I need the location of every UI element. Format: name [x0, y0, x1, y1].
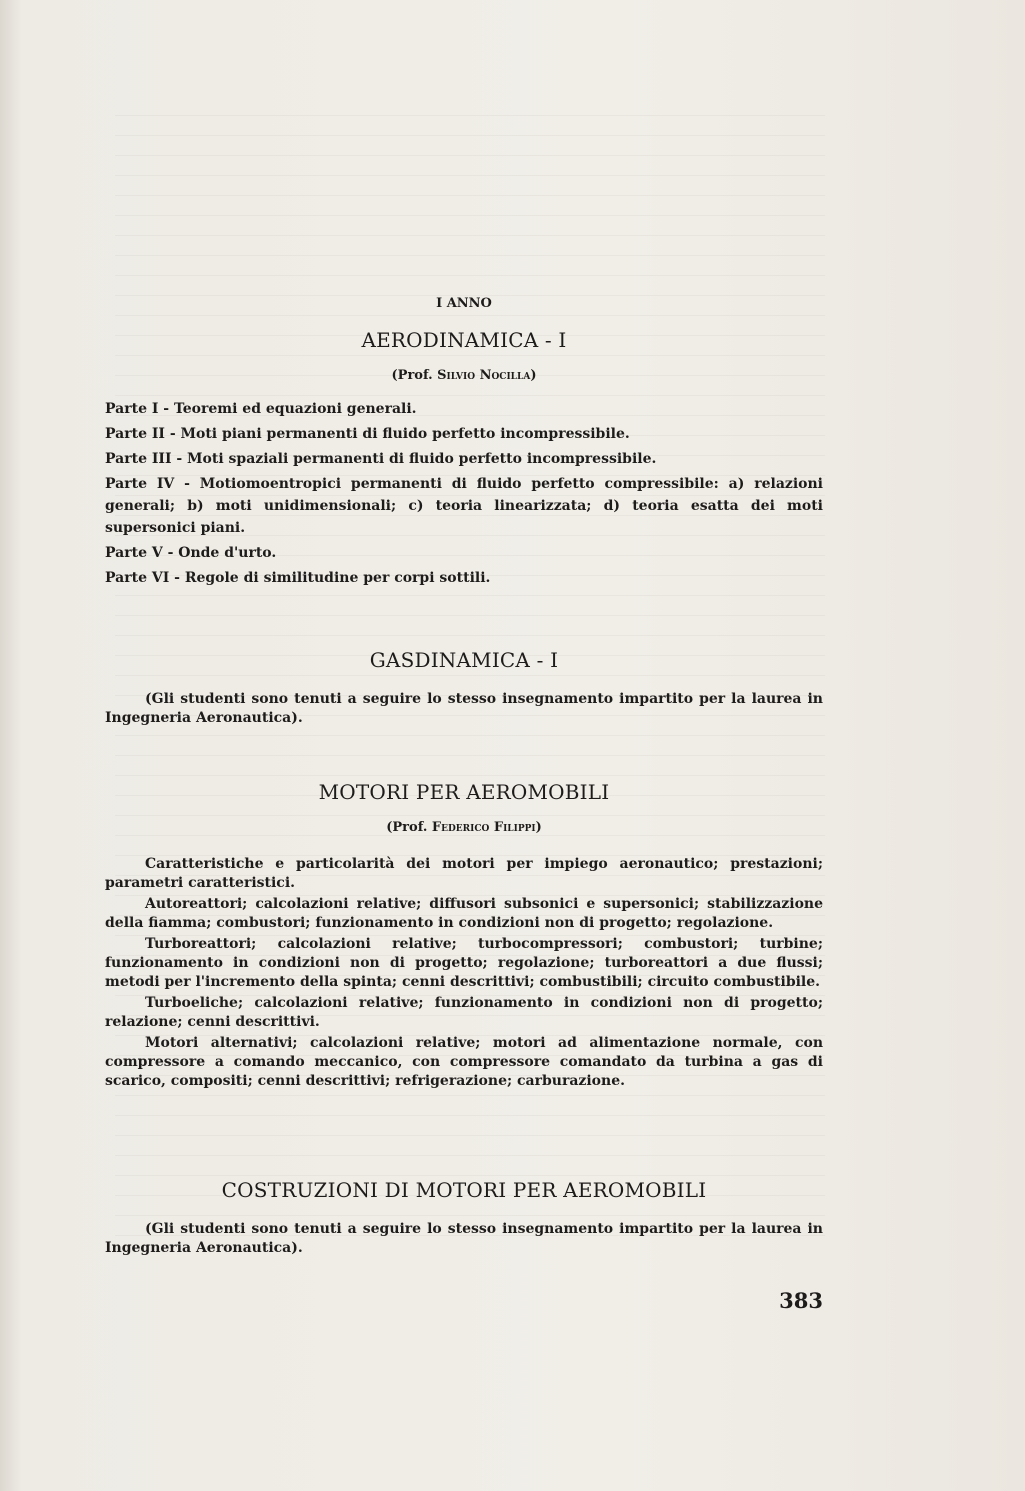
part-item: Parte VI - Regole di similitudine per corpi sottili. — [105, 570, 491, 586]
part-item: Parte I - Teoremi ed equazioni generali. — [105, 401, 417, 417]
prof-suffix: ) — [530, 368, 537, 383]
year-heading: I ANNO — [436, 296, 492, 311]
part-item: Parte III - Moti spaziali permanenti di fluido perfetto incompressibile. — [105, 451, 657, 467]
course-title-motori: MOTORI PER AEROMOBILI — [318, 780, 610, 804]
costruzioni-note: (Gli studenti sono tenuti a seguire lo stesso insegnamento impartito per la laurea in Ingegneria Aeronautica). — [105, 1221, 823, 1256]
gasdinamica-note: (Gli studenti sono tenuti a seguire lo stesso insegnamento impartito per la laurea in Ingegneria Aeronautica). — [105, 691, 823, 726]
course-title-gasdinamica: GASDINAMICA - I — [369, 648, 559, 672]
syllabus-paragraph: Motori alternativi; calcolazioni relative; motori ad alimentazione normale, con compressore a comando meccanico, con compressore comandato da turbina a gas di scarico, compositi; cenni descrittivi; refrigerazione; carburazione. — [105, 1035, 823, 1089]
professor-motori — [105, 820, 823, 835]
course-title-costruzioni: COSTRUZIONI DI MOTORI PER AEROMOBILI — [221, 1178, 707, 1202]
syllabus-paragraph: Autoreattori; calcolazioni relative; diffusori subsonici e supersonici; stabilizzazione della fiamma; combustori; funzionamento in condizioni non di progetto; regolazione. — [105, 896, 823, 931]
professor-aerodinamica — [105, 368, 823, 383]
syllabus-paragraph: Caratteristiche e particolarità dei motori per impiego aeronautico; prestazioni; parametri caratteristici. — [105, 856, 823, 891]
page-number: 383 — [779, 1288, 823, 1313]
part-item: Parte IV - Motiomoentropici permanenti di fluido perfetto compressibile: a) relazioni generali; b) moti unidimensionali; c) teoria linearizzata; d) teoria esatta dei moti supersonici piani. — [105, 476, 823, 536]
prof-prefix: (Prof. — [386, 820, 432, 835]
part-item: Parte II - Moti piani permanenti di fluido perfetto incompressibile. — [105, 426, 630, 442]
syllabus-paragraph: Turboreattori; calcolazioni relative; turbocompressori; combustori; turbine; funzionamento in condizioni non di progetto; regolazione; turboreattori a due flussi; metodi per l'incremento della spinta; cenni descrittivi; combustibili; circuito combustibile. — [105, 936, 823, 990]
syllabus-paragraph: Turboeliche; calcolazioni relative; funzionamento in condizioni non di progetto; relazione; cenni descrittivi. — [105, 995, 823, 1030]
prof-name: Federico Filippi — [431, 820, 536, 835]
prof-suffix: ) — [535, 820, 542, 835]
prof-name: Silvio Nocilla — [437, 368, 531, 383]
aerodinamica-parts-list — [105, 398, 823, 592]
prof-prefix: (Prof. — [391, 368, 438, 383]
part-item: Parte V - Onde d'urto. — [105, 545, 277, 561]
motori-syllabus — [105, 855, 823, 1093]
course-title-aerodinamica: AERODINAMICA - I — [361, 328, 567, 352]
